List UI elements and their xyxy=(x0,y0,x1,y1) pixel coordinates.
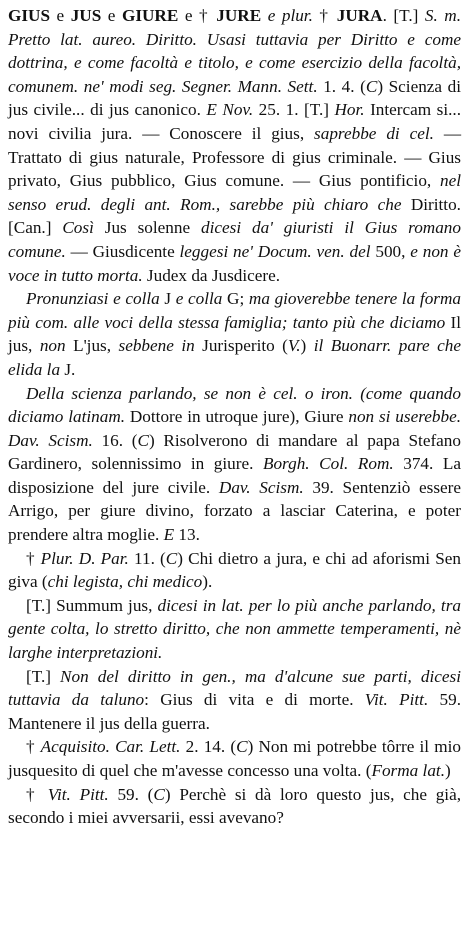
pronunciation-paragraph: Pronunziasi e colla J e colla G; ma gioverebbe tenere la forma più com. alle voci della stessa famiglia; tanto più che diciamo Il jus, non L'jus, sebbene in Jurisperito (V.) il Buonarr. pare che elida la J. xyxy=(8,289,461,379)
dictionary-entry-definition xyxy=(8,4,461,287)
summum-jus-paragraph: [T.] Summum jus, dicesi in lat. per lo più anche parlando, tra gente colta, lo stretto diritto, che non ammette temperamenti, nè larghe interpretazioni. xyxy=(8,595,461,663)
science-usage-paragraph: Della scienza parlando, se non è cel. o iron. (come quando diciamo latinam. Dottore in utroque jure), Giure non si userebbe. Dav. Scism. 16. (C) Risolverono di mandare al papa Stefano Gardinero, solennissimo in giure. Borgh. Col. Rom. 374. La disposizione del jure civile. Dav. Scism. 39. Sentenziò essere Arrigo, per giure divino, forzato a lasciar Caterina, e poter prendere altra moglie. E 13. xyxy=(8,383,461,545)
entry-headword: GIUS e JUS e GIURE e † JURE e plur. † JURA. [T.] xyxy=(8,6,419,25)
partial-rights-paragraph: [T.] Non del diritto in gen., ma d'alcune sue parti, dicesi tuttavia da taluno: Gius di vita e di morte. Vit. Pitt. 59. Mantenere il jus della guerra. xyxy=(8,666,461,733)
definition-paragraph-1: S. m. Pretto lat. aureo. Diritto. Usasi tuttavia per Diritto e come dottrina, e come facoltà e titolo, e come esercizio della facoltà, comunem. ne' modi seg. Segner. Mann. Sett. 1. 4. (C) Scienza di jus civile... di jus canonico. E Nov. 25. 1. [T.] Hor. Intercam si... novi civilia jura. — Conoscere il gius, saprebbe di cel. — Trattato di gius naturale, Professore di gius criminale. — Gius privato, Gius pubblico, Gius comune. — Gius pontificio, nel senso erud. degli ant. Rom., sarebbe più chiaro che Diritto. [Can.] Così Jus solenne dicesi da' giuristi il Gius romano comune. — Giusdicente leggesi ne' Docum. ven. del 500, e non è voce in tutto morta. Judex da Jusdicere. xyxy=(8,6,462,285)
acquisito-paragraph: † Acquisito. Car. Lett. 2. 14. (C) Non mi potrebbe tôrre il mio jusquesito di quel che m'avesse concesso una volta. (Forma lat.) xyxy=(8,737,461,780)
plural-paragraph: † Plur. D. Par. 11. (C) Chi dietro a jura, e chi ad aforismi Sen giva (chi legista, chi medico). xyxy=(8,548,462,592)
vit-pitt-paragraph: † Vit. Pitt. 59. (C) Perchè si dà loro questo jus, che già, secondo i miei avversarii, essi avevano? xyxy=(8,784,462,828)
